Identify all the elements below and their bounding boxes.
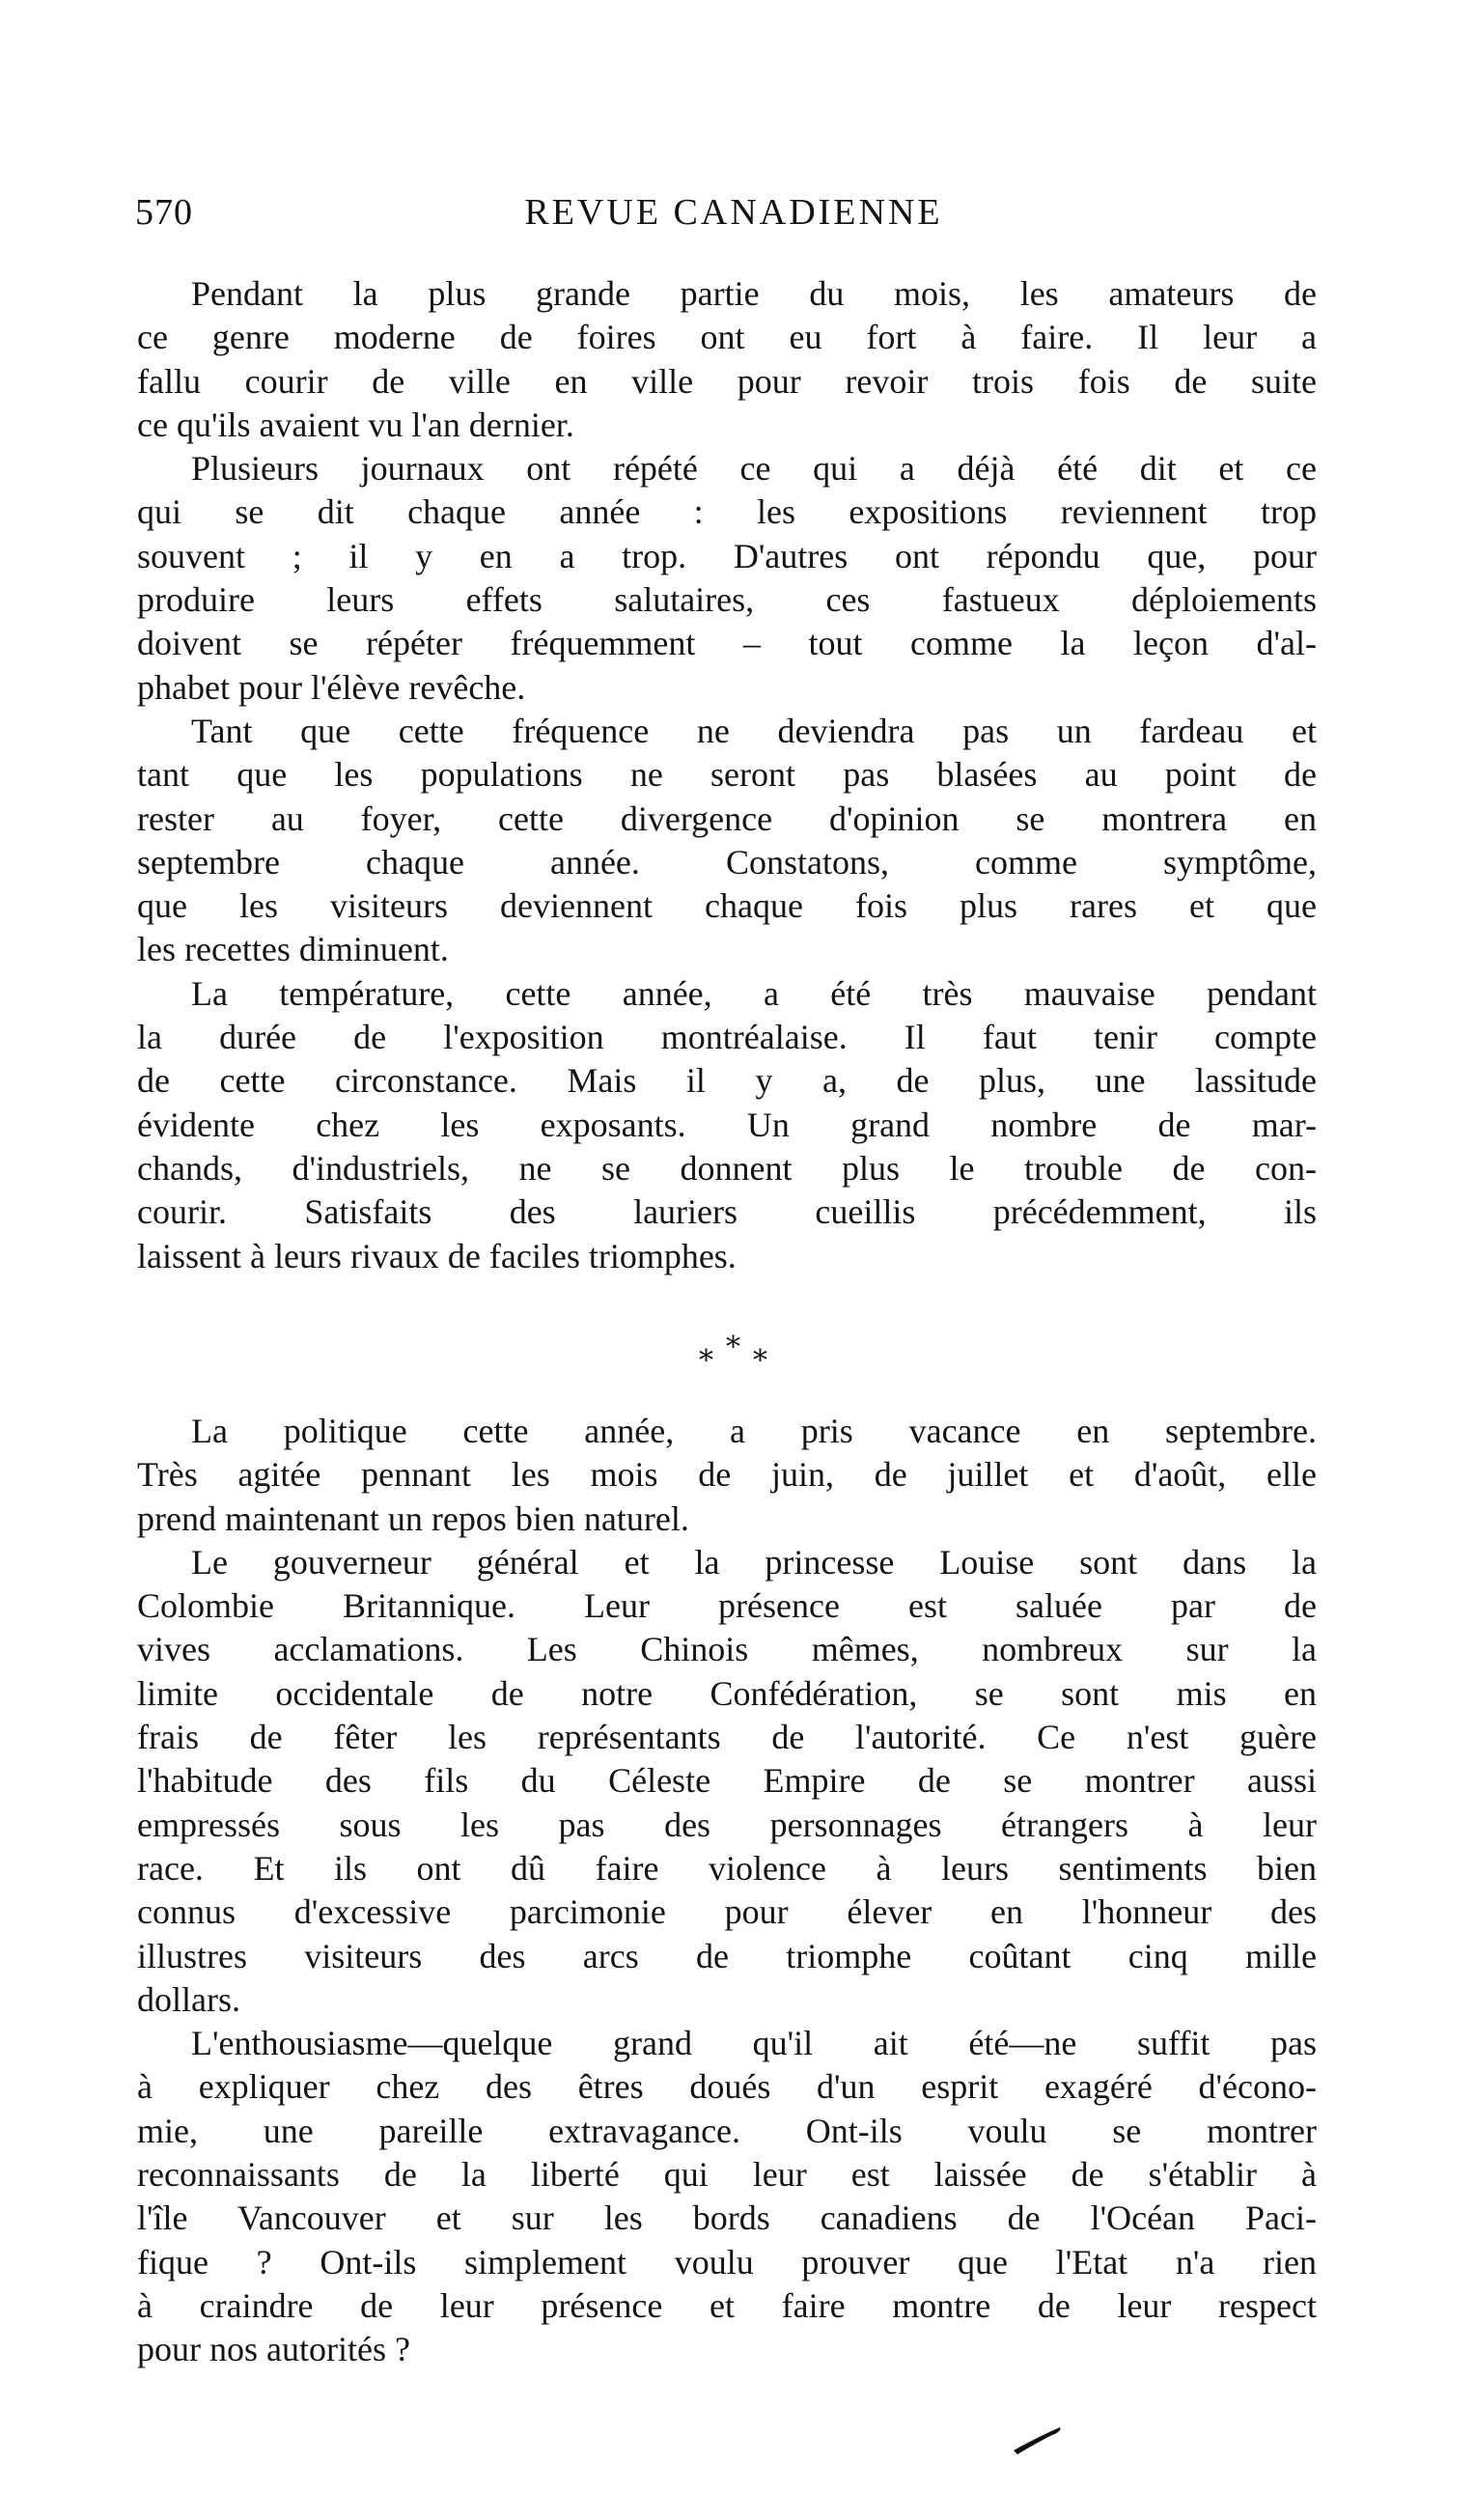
text-line: frais de fêter les représentants de l'autorité. Ce n'est guère: [137, 1718, 1317, 1757]
text-line: doivent se répéter fréquemment – tout comme la leçon d'al-: [137, 624, 1317, 663]
text-line: l'île Vancouver et sur les bords canadiens de l'Océan Paci-: [137, 2198, 1317, 2238]
text-line: que les visiteurs deviennent chaque fois plus rares et que: [137, 886, 1317, 926]
text-line: chands, d'industriels, ne se donnent plus le trouble de con-: [137, 1148, 1317, 1188]
text-line: qui se dit chaque année : les expositions reviennent trop: [137, 492, 1317, 532]
text-line: fique ? Ont-ils simplement voulu prouver que l'Etat n'a rien: [137, 2242, 1317, 2282]
page-number: 570: [135, 192, 193, 233]
text-line: mie, une pareille extravagance. Ont-ils voulu se montrer: [137, 2111, 1317, 2150]
text-line: race. Et ils ont dû faire violence à leurs sentiments bien: [137, 1848, 1317, 1888]
text-line: septembre chaque année. Constatons, comme symptôme,: [137, 842, 1317, 882]
text-line: L'enthousiasme—quelque grand qu'il ait été—ne suffit pas: [191, 2024, 1317, 2063]
asterism-left-star: *: [699, 1344, 713, 1378]
text-line: l'habitude des fils du Céleste Empire de se montrer aussi: [137, 1761, 1317, 1801]
text-line: dollars.: [137, 1979, 240, 2019]
text-line: La politique cette année, a pris vacance en septembre.: [191, 1412, 1317, 1450]
text-line: phabet pour l'élève revêche.: [137, 667, 526, 707]
text-line: ce qu'ils avaient vu l'an dernier.: [137, 405, 574, 444]
section-exhibitions: [137, 272, 1317, 1278]
text-line: rester au foyer, cette divergence d'opinion se montrera en: [137, 798, 1317, 838]
text-line: évidente chez les exposants. Un grand nombre de mar-: [137, 1105, 1317, 1144]
text-line: connus d'excessive parcimonie pour élever en l'honneur des: [137, 1892, 1317, 1932]
asterism-separator: [0, 1330, 1475, 1386]
text-line: pour nos autorités ?: [137, 2330, 410, 2369]
text-line: La température, cette année, a été très mauvaise pendant: [191, 973, 1317, 1013]
text-line: les recettes diminuent.: [137, 930, 449, 969]
text-line: à expliquer chez des êtres doués d'un esprit exagéré d'écono-: [137, 2067, 1317, 2107]
text-line: produire leurs effets salutaires, ces fastueux déploiements: [137, 580, 1317, 620]
text-line: Le gouverneur général et la princesse Louise sont dans la: [191, 1542, 1317, 1582]
text-line: tant que les populations ne seront pas blasées au point de: [137, 755, 1317, 795]
text-line: la durée de l'exposition montréalaise. Il faut tenir compte: [137, 1018, 1317, 1057]
ink-blot-mark: [1010, 2422, 1068, 2460]
text-line: prend maintenant un repos bien naturel.: [137, 1498, 689, 1538]
text-line: Pendant la plus grande partie du mois, les amateurs de: [191, 274, 1317, 313]
text-line: ce genre moderne de foires ont eu fort à faire. Il leur a: [137, 318, 1317, 357]
text-line: laissent à leurs rivaux de faciles triomphes.: [137, 1236, 737, 1275]
text-line: Plusieurs journaux ont répété ce qui a déjà été dit et ce: [191, 449, 1317, 489]
text-line: reconnaissants de la liberté qui leur est laissée de s'établir à: [137, 2155, 1317, 2195]
section-politics: [137, 1410, 1317, 2372]
text-line: Tant que cette fréquence ne deviendra pas un fardeau et: [191, 711, 1317, 750]
text-line: à craindre de leur présence et faire montre de leur respect: [137, 2285, 1317, 2325]
text-line: limite occidentale de notre Confédération, se sont mis en: [137, 1673, 1317, 1713]
text-line: Colombie Britannique. Leur présence est saluée par de: [137, 1586, 1317, 1626]
running-title: REVUE CANADIENNE: [524, 192, 943, 233]
text-line: souvent ; il y en a trop. D'autres ont répondu que, pour: [137, 536, 1317, 575]
text-line: empressés sous les pas des personnages étrangers à leur: [137, 1805, 1317, 1844]
asterism-top-star: *: [726, 1330, 740, 1364]
text-line: Très agitée pennant les mois de juin, de juillet et d'août, elle: [137, 1455, 1317, 1495]
text-line: courir. Satisfaits des lauriers cueillis précédemment, ils: [137, 1192, 1317, 1232]
text-line: illustres visiteurs des arcs de triomphe coûtant cinq mille: [137, 1936, 1317, 1975]
text-line: fallu courir de ville en ville pour revoir trois fois de suite: [137, 361, 1317, 401]
asterism-right-star: *: [753, 1344, 767, 1378]
page-header: [135, 191, 1332, 249]
text-line: de cette circonstance. Mais il y a, de plus, une lassitude: [137, 1061, 1317, 1101]
text-line: vives acclamations. Les Chinois mêmes, nombreux sur la: [137, 1630, 1317, 1669]
